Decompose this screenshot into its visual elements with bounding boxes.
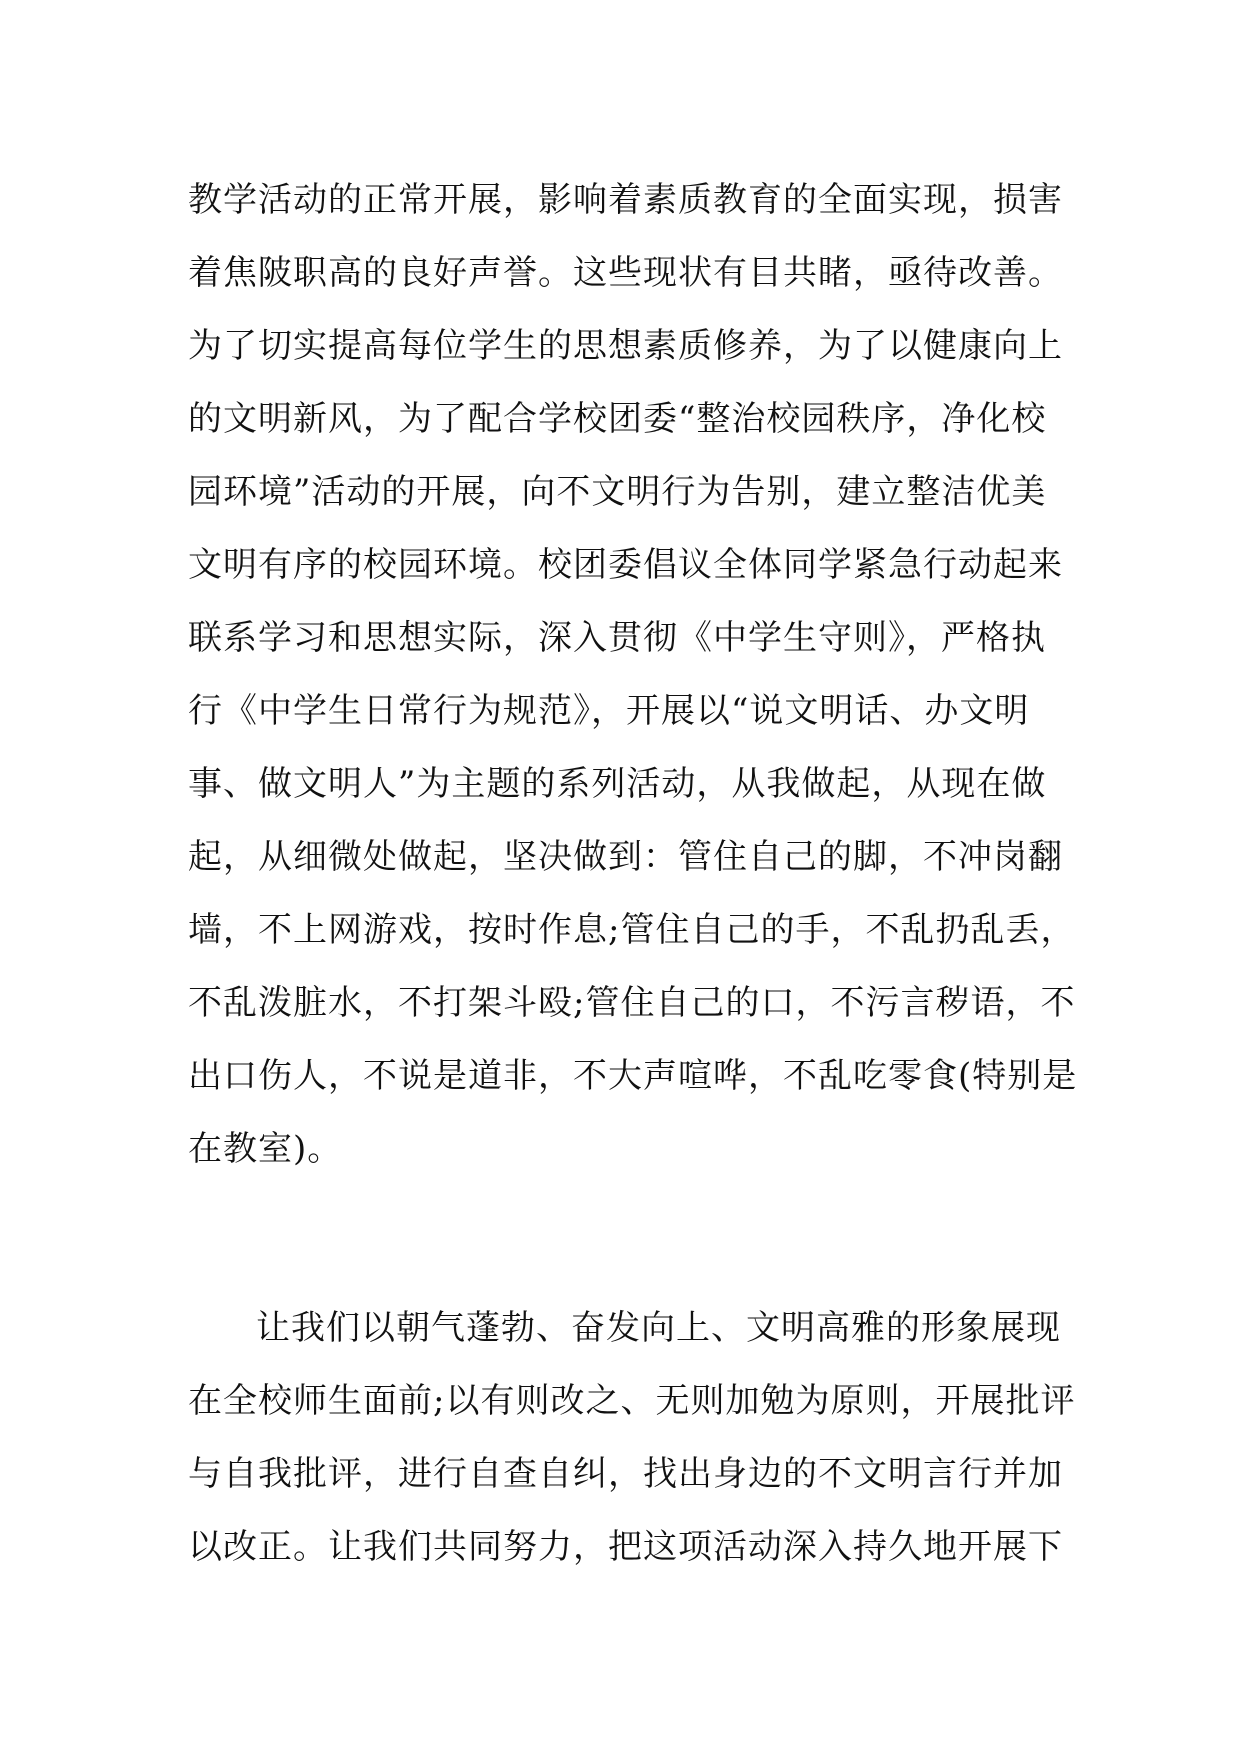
text-line: 联系学习和思想实际，深入贯彻《中学生守则》，严格执: [188, 618, 1046, 658]
text-line: 让我们以朝气蓬勃、奋发向上、文明高雅的形象展现: [256, 1308, 1061, 1348]
text-line: 起，从细微处做起，坚决做到：管住自己的脚，不冲岗翻: [188, 837, 1063, 877]
text-line: 在教室)。: [188, 1129, 343, 1169]
text-line: 的文明新风，为了配合学校团委“整治校园秩序，净化校: [188, 399, 1047, 439]
text-line: 与自我批评，进行自查自纠，找出身边的不文明言行并加: [188, 1454, 1063, 1494]
text-line: 行《中学生日常行为规范》，开展以“说文明话、办文明: [188, 691, 1030, 731]
paragraph-1: [188, 164, 1078, 1186]
text-line: 着焦陂职高的良好声誉。这些现状有目共睹，亟待改善。: [188, 253, 1063, 293]
text-line: 园环境”活动的开展，向不文明行为告别，建立整洁优美: [188, 472, 1047, 512]
text-line: 在全校师生面前;以有则改之、无则加勉为原则，开展批评: [188, 1381, 1076, 1421]
text-line: 为了切实提高每位学生的思想素质修养，为了以健康向上: [188, 326, 1063, 366]
text-line: 出口伤人，不说是道非，不大声喧哗，不乱吃零食(特别是: [188, 1056, 1078, 1096]
text-line: 文明有序的校园环境。校团委倡议全体同学紧急行动起来: [188, 545, 1063, 585]
paragraph-2: [188, 1292, 1076, 1584]
text-line: 不乱泼脏水，不打架斗殴;管住自己的口，不污言秽语，不: [188, 983, 1076, 1023]
text-line: 教学活动的正常开展，影响着素质教育的全面实现，损害: [188, 180, 1063, 220]
text-line: 以改正。让我们共同努力，把这项活动深入持久地开展下: [188, 1527, 1063, 1567]
text-line: 墙，不上网游戏，按时作息;管住自己的手，不乱扔乱丢，: [188, 910, 1076, 950]
text-line: 事、做文明人”为主题的系列活动，从我做起，从现在做: [188, 764, 1047, 804]
